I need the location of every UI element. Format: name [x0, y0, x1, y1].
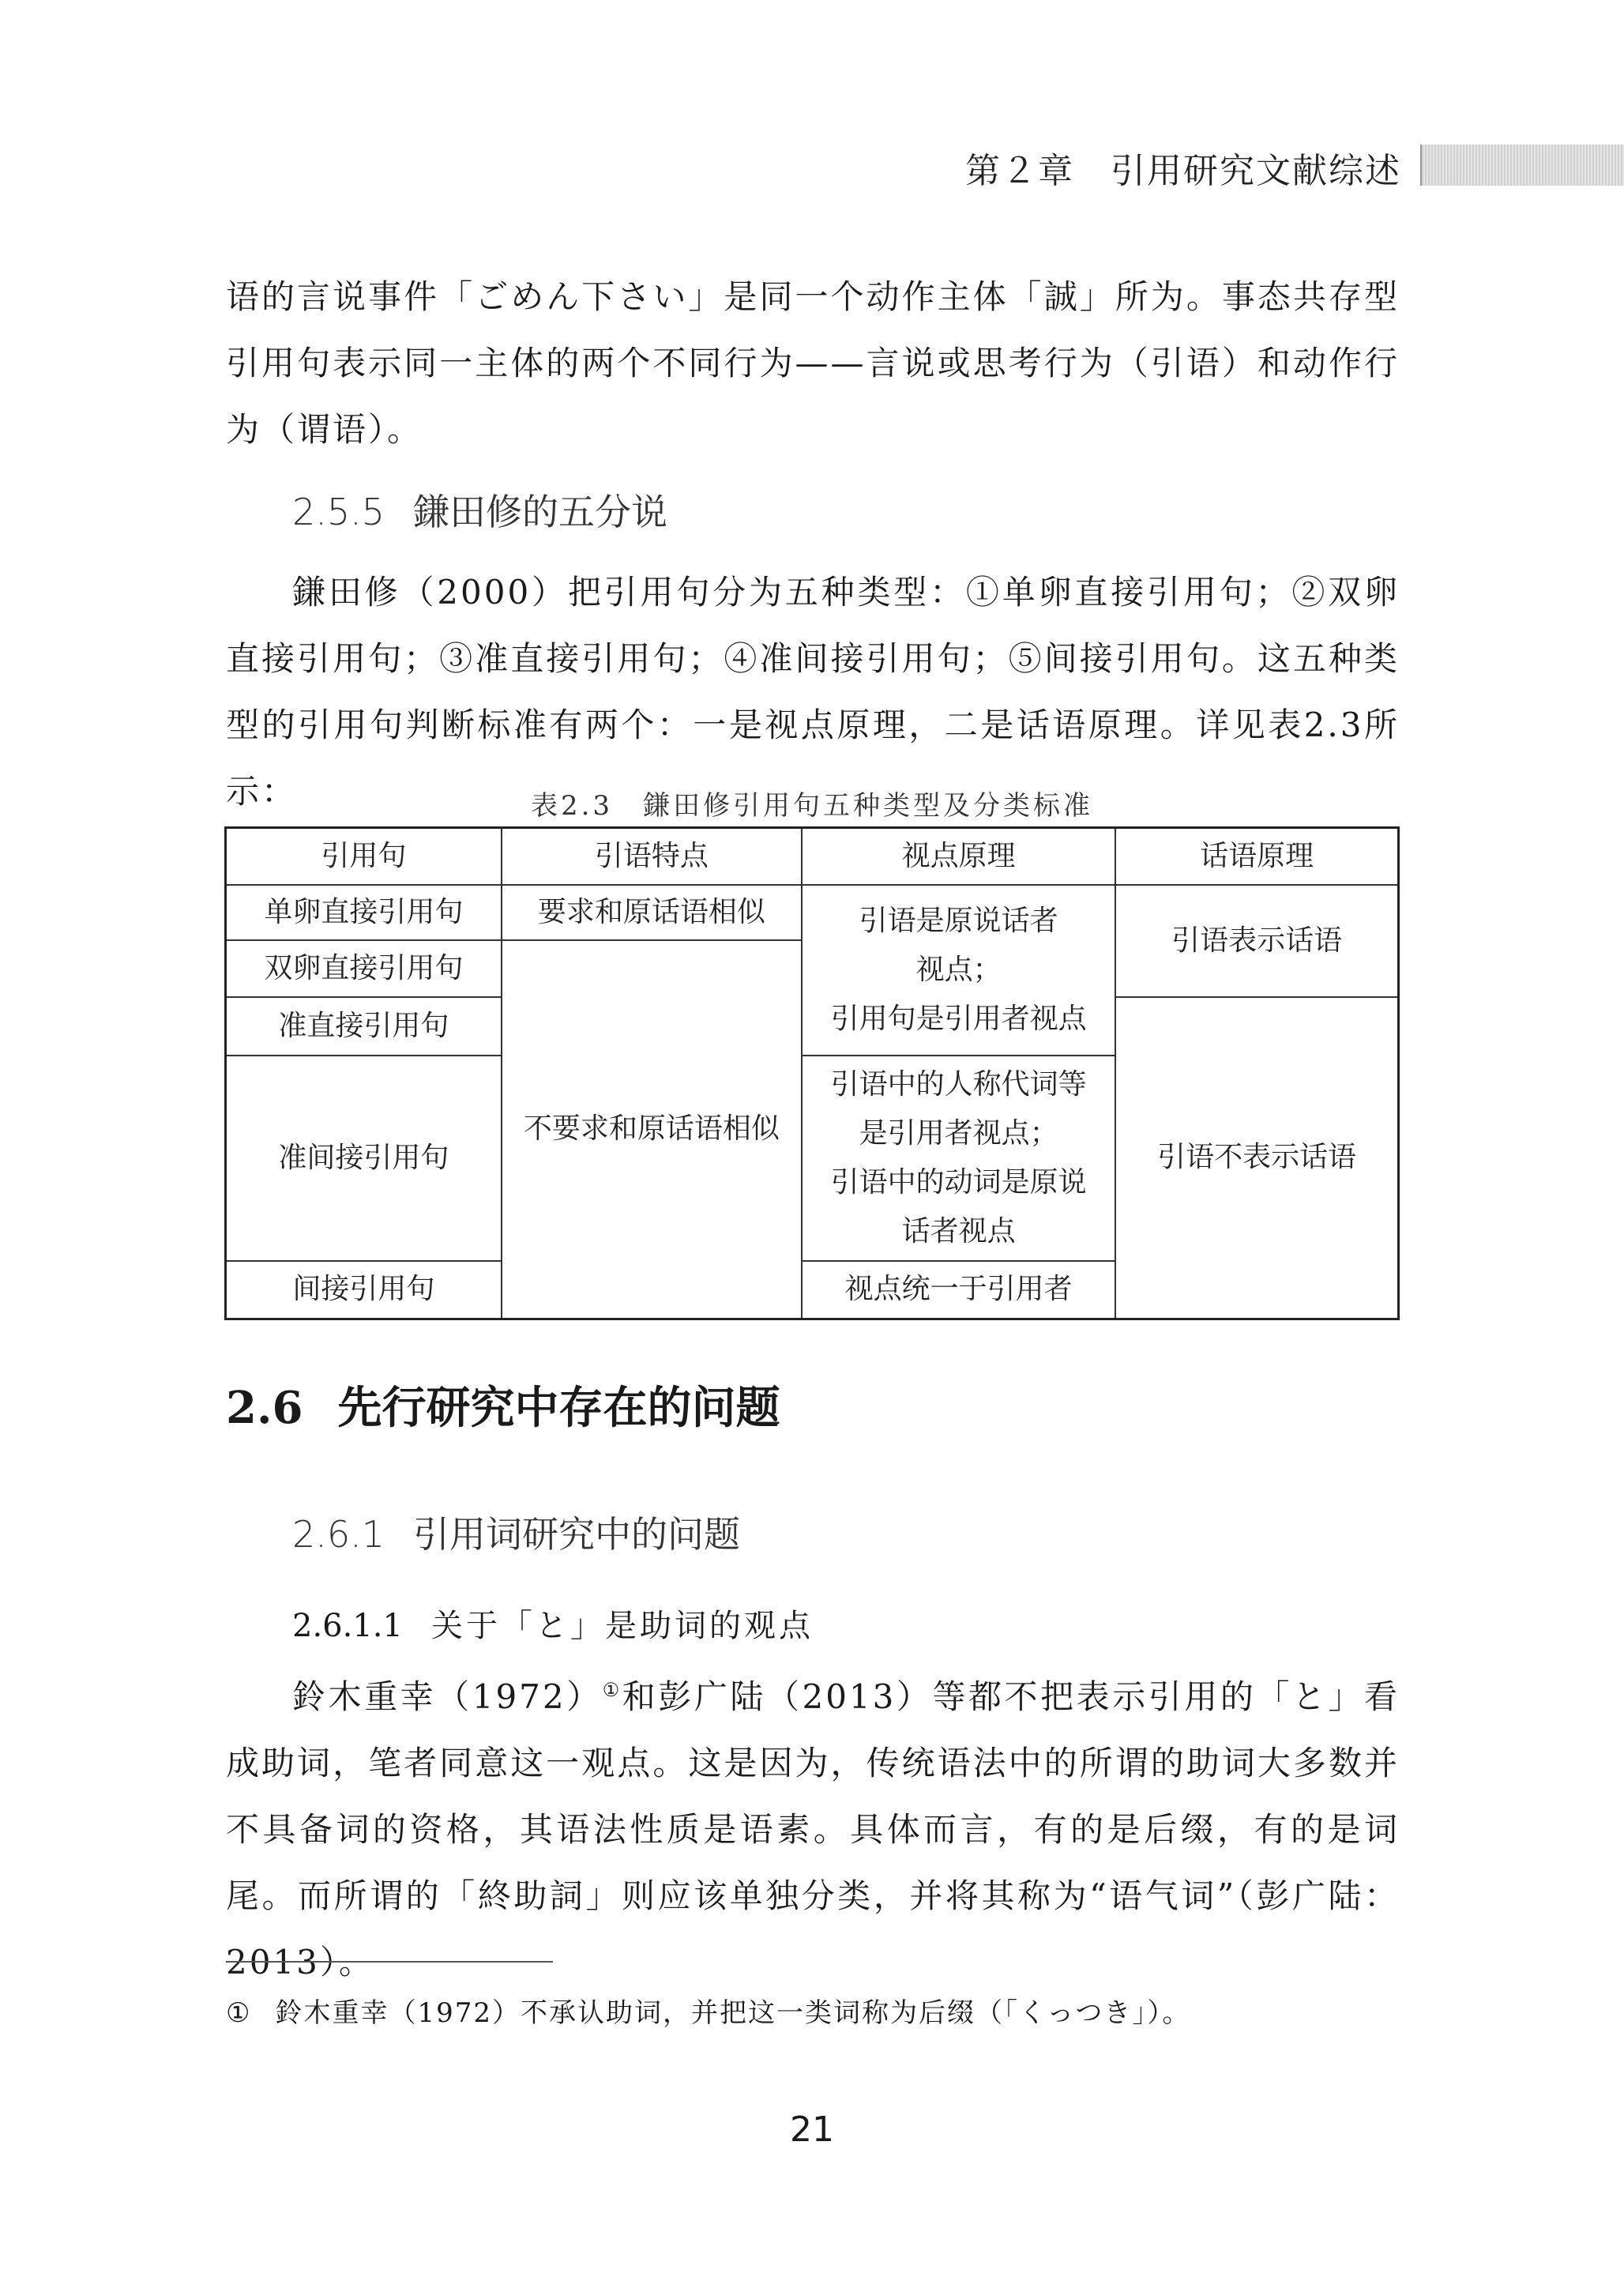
- viewpoint-cell-indirect: 视点统一于引用者: [802, 1261, 1115, 1319]
- section-heading-2-6-1-1: [292, 1601, 814, 1646]
- header-cell: 话语原理: [1115, 828, 1398, 885]
- discourse-cell-yes: 引语表示话语: [1115, 885, 1398, 997]
- footnote-text: 鈴木重幸（1972）不承认助词，并把这一类词称为后缀（「くっつき」）。: [275, 1997, 1191, 2029]
- type-cell: 准直接引用句: [226, 997, 502, 1056]
- header-decoration-bar: [1420, 145, 1624, 186]
- section-number: 2.6: [226, 1382, 303, 1434]
- feature-cell-not-similar: 不要求和原话语相似: [502, 940, 802, 1319]
- type-cell: 间接引用句: [226, 1261, 502, 1319]
- section-number: 2.5.5: [292, 491, 385, 533]
- paragraph-continuation: 语的言说事件「ごめん下さい」是同一个动作主体「誠」所为。事态共存型引用句表示同一主体的两个不同行为——言说或思考行为（引语）和动作行为（谓语）。: [226, 277, 1400, 449]
- section-heading-2-5-5: [292, 484, 667, 536]
- cell-line: 话者视点: [901, 1214, 1016, 1248]
- header-cell: 视点原理: [802, 828, 1115, 885]
- viewpoint-cell-direct: [802, 885, 1115, 1056]
- cell-line: 视点；: [915, 953, 1002, 986]
- cell-line: 引用句是引用者视点: [830, 1002, 1087, 1035]
- cell-line: 是引用者视点；: [859, 1116, 1058, 1150]
- section-number: 2.6.1: [292, 1513, 385, 1556]
- type-cell: 双卵直接引用句: [226, 940, 502, 997]
- header-cell: 引用句: [226, 828, 502, 885]
- section-title: 鎌田修的五分说: [413, 491, 668, 533]
- viewpoint-cell-semi: [802, 1056, 1115, 1261]
- section-number: 2.6.1.1: [292, 1608, 403, 1644]
- feature-cell: 要求和原话语相似: [502, 885, 802, 940]
- table-caption: 表2.3 鎌田修引用句五种类型及分类标准: [530, 790, 1094, 822]
- table-row: [226, 885, 1399, 940]
- section-title: 先行研究中存在的问题: [337, 1382, 780, 1434]
- paragraph-kamata: 鎌田修（2000）把引用句分为五种类型：①单卵直接引用句；②双卵直接引用句；③准直接引用句；④准间接引用句；⑤间接引用句。这五种类型的引用句判断标准有两个：一是视点原理，二是话语原理。详见表2.3所示：: [226, 573, 1400, 811]
- section-title: 引用词研究中的问题: [413, 1513, 741, 1556]
- cell-line: 引语中的动词是原说: [830, 1165, 1087, 1199]
- footnote-divider: [226, 1961, 553, 1963]
- footnote-reference[interactable]: ①: [602, 1679, 622, 1701]
- paragraph-suzuki: [226, 1664, 1400, 1996]
- running-header: 第２章 引用研究文献综述: [965, 151, 1401, 191]
- discourse-cell-no: 引语不表示话语: [1115, 997, 1398, 1319]
- cell-line: 引语是原说话者: [859, 904, 1058, 937]
- table-header-row: [226, 828, 1399, 885]
- footnote: [226, 1991, 1190, 2030]
- page-number: 21: [790, 2110, 834, 2150]
- section-heading-2-6-1: [292, 1506, 740, 1558]
- section-heading-2-6: [226, 1373, 780, 1436]
- type-cell: 单卵直接引用句: [226, 885, 502, 940]
- paragraph-text: 鈴木重幸（1972）: [292, 1677, 603, 1716]
- type-cell: 准间接引用句: [226, 1056, 502, 1261]
- header-cell: 引语特点: [502, 828, 802, 885]
- classification-table: [224, 826, 1400, 1320]
- footnote-mark: ①: [226, 1997, 252, 2029]
- section-title: 关于「と」是助词的观点: [430, 1608, 814, 1644]
- paragraph-text: 和彭广陆（2013）等都不把表示引用的「と」看成助词，笔者同意这一观点。这是因为，传统语法中的所谓的助词大多数并不具备词的资格，其语法性质是语素。具体而言，有的是后缀，有的是词尾。而所谓的「終助詞」则应该单独分类，并将其称为“语气词”（彭广陆：2013）。: [226, 1677, 1400, 1982]
- cell-line: 引语中的人称代词等: [830, 1067, 1087, 1101]
